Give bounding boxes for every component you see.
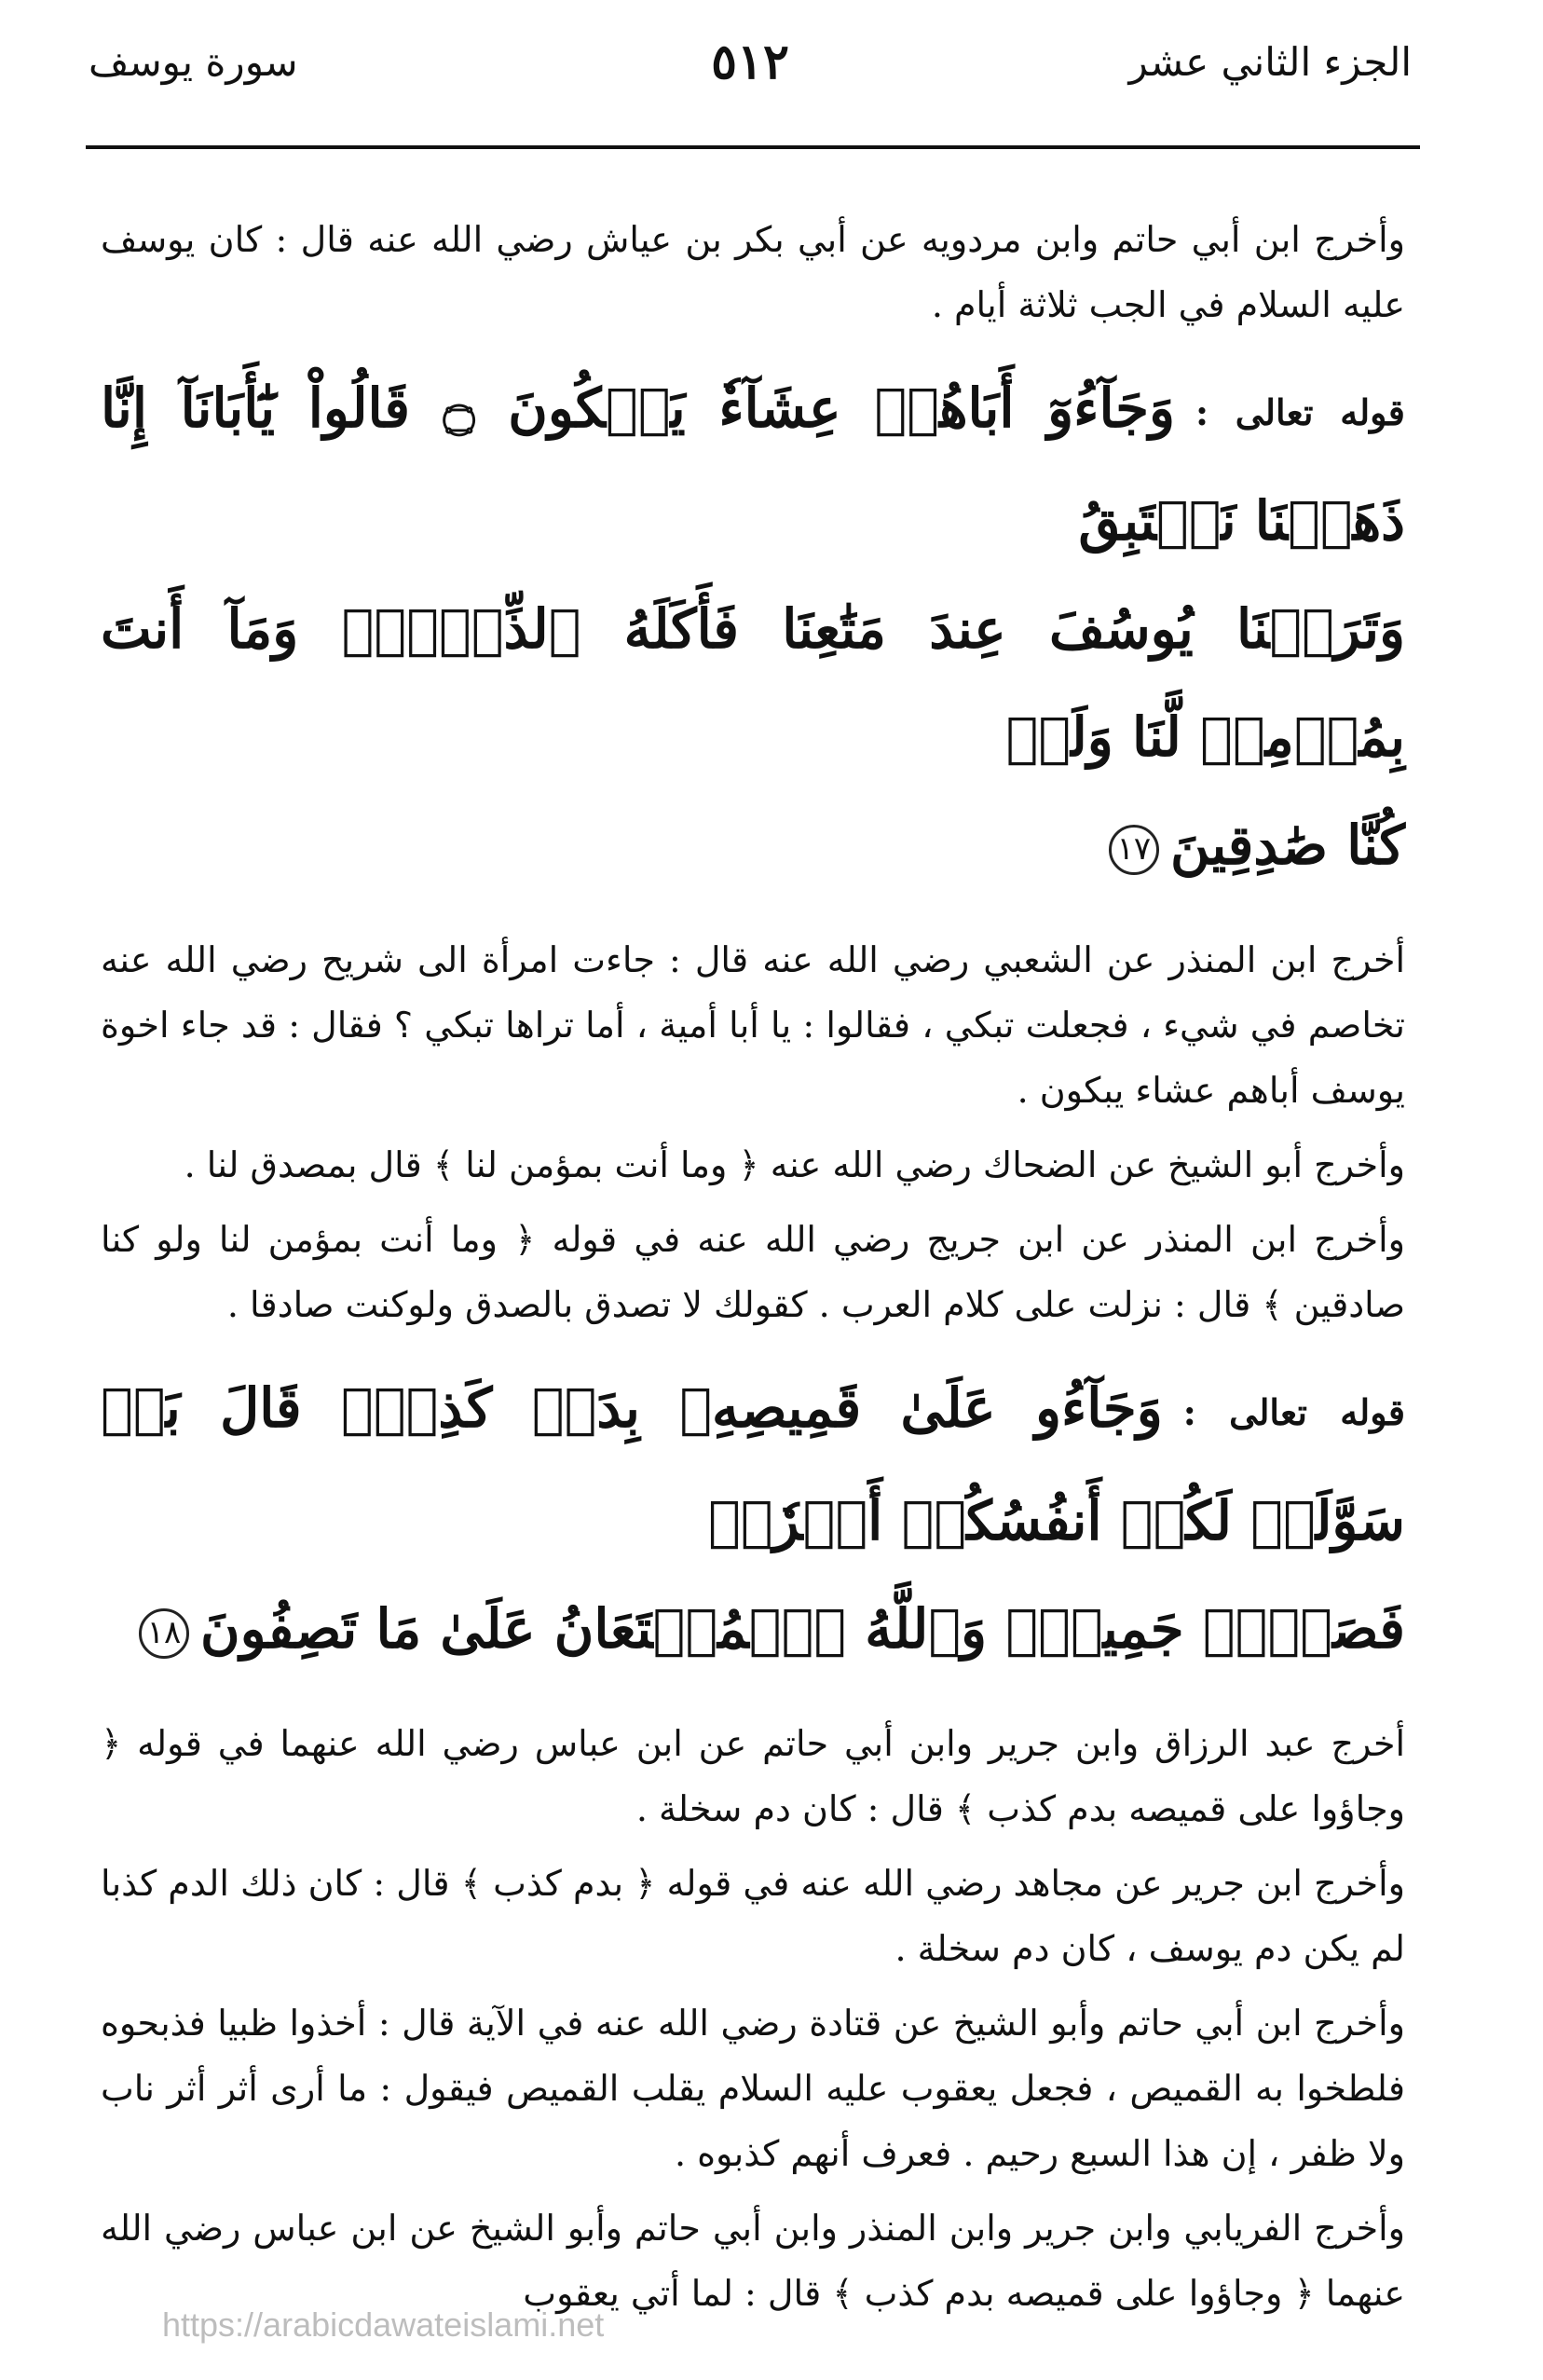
page-number: ٥١٢ [711,34,789,90]
quran-line [101,791,1405,899]
paragraph: وأخرج أبو الشيخ عن الضحاك رضي الله عنه ﴿ وما أنت بمؤمن لنا ﴾ قال بمصدق لنا . [184,1144,1405,1185]
header-rule [86,145,1420,149]
page-body [101,207,1405,2335]
paragraph: وأخرج ابن أبي حاتم وابن مردويه عن أبي بكر بن عياش رضي الله عنه قال : كان يوسف عليه السلام في الجب ثلاثة أيام . [101,219,1405,325]
quran-verse-block [101,1354,1405,1683]
surah-title: سورة يوسف [89,39,298,85]
quran-text: كُنَّا صَٰدِقِينَ [1169,814,1405,877]
quran-text: فَصَبۡرٞ جَمِيلٞۖ وَٱللَّهُ ٱلۡمُسۡتَعَانُ عَلَىٰ مَا تَصِفُونَ [199,1597,1405,1661]
juz-title: الجزء الثاني عشر [1128,39,1412,85]
paragraph: وأخرج ابن جرير عن مجاهد رضي الله عنه في قوله ﴿ بدم كذب ﴾ قال : كان ذلك الدم كذبا لم يكن دم يوسف ، كان دم سخلة . [101,1863,1405,1969]
quran-text: وَجَآءُو عَلَىٰ قَمِيصِهِۦ بِدَمٖ كَذِبٖۚ قَالَ بَلۡ سَوَّلَتۡ لَكُمۡ أَنفُسُكُمۡ أَمۡرٗاۖ [101,1376,1405,1552]
ayah-number-marker: ١٨ [139,1608,189,1659]
quran-text: وَجَآءُوٓ أَبَاهُمۡ عِشَآءٗ يَبۡكُونَ ۝ قَالُواْ يَٰٓأَبَانَآ إِنَّا ذَهَبۡنَا نَسۡتَبِقُ [101,376,1405,553]
quran-line [101,1354,1405,1575]
quran-verse-block [101,354,1405,899]
page-header [89,34,1412,106]
watermark-url: https://arabicdawateislami.net [162,2305,605,2344]
verse-intro: قوله تعالى : [1195,391,1405,433]
paragraph: وأخرج الفريابي وابن جرير وابن المنذر وابن أبي حاتم وأبو الشيخ عن ابن عباس رضي الله عنهما ﴿ وجاؤوا على قميصه بدم كذب ﴾ قال : لما أتي يعقوب [101,2208,1405,2314]
paragraph: أخرج عبد الرزاق وابن جرير وابن أبي حاتم عن ابن عباس رضي الله عنهما في قوله ﴿ وجاؤوا على قميصه بدم كذب ﴾ قال : كان دم سخلة . [101,1723,1405,1829]
paragraph: وأخرج ابن المنذر عن ابن جريج رضي الله عنه في قوله ﴿ وما أنت بمؤمن لنا ولو كنا صادقين ﴾ قال : نزلت على كلام العرب . كقولك لا تصدق بالصدق ولوكنت صادقا . [101,1219,1405,1325]
verse-intro: قوله تعالى : [1182,1391,1405,1433]
ayah-number-marker: ١٧ [1109,825,1159,875]
quran-line: وَتَرَكۡنَا يُوسُفَ عِندَ مَتَٰعِنَا فَأَكَلَهُ ٱلذِّئۡبُۖ وَمَآ أَنتَ بِمُؤۡمِنٖ لَّنَا وَلَوۡ [101,597,1405,769]
paragraph: وأخرج ابن أبي حاتم وأبو الشيخ عن قتادة رضي الله عنه في الآية قال : أخذوا ظبيا فذبحوه فلطخوا به القميص ، فجعل يعقوب عليه السلام يقلب القميص فيقول : ما أرى أثر أثر ناب ولا ظفر ، إن هذا السبع رحيم . فعرف أنهم كذبوه . [101,2003,1405,2174]
quran-line [101,1575,1405,1683]
paragraph: أخرج ابن المنذر عن الشعبي رضي الله عنه قال : جاءت امرأة الى شريح رضي الله عنه تخاصم في شيء ، فجعلت تبكي ، فقالوا : يا أبا أمية ، أما تراها تبكي ؟ فقال : قد جاء اخوة يوسف أباهم عشاء يبكون . [101,939,1405,1111]
quran-line [101,354,1405,575]
